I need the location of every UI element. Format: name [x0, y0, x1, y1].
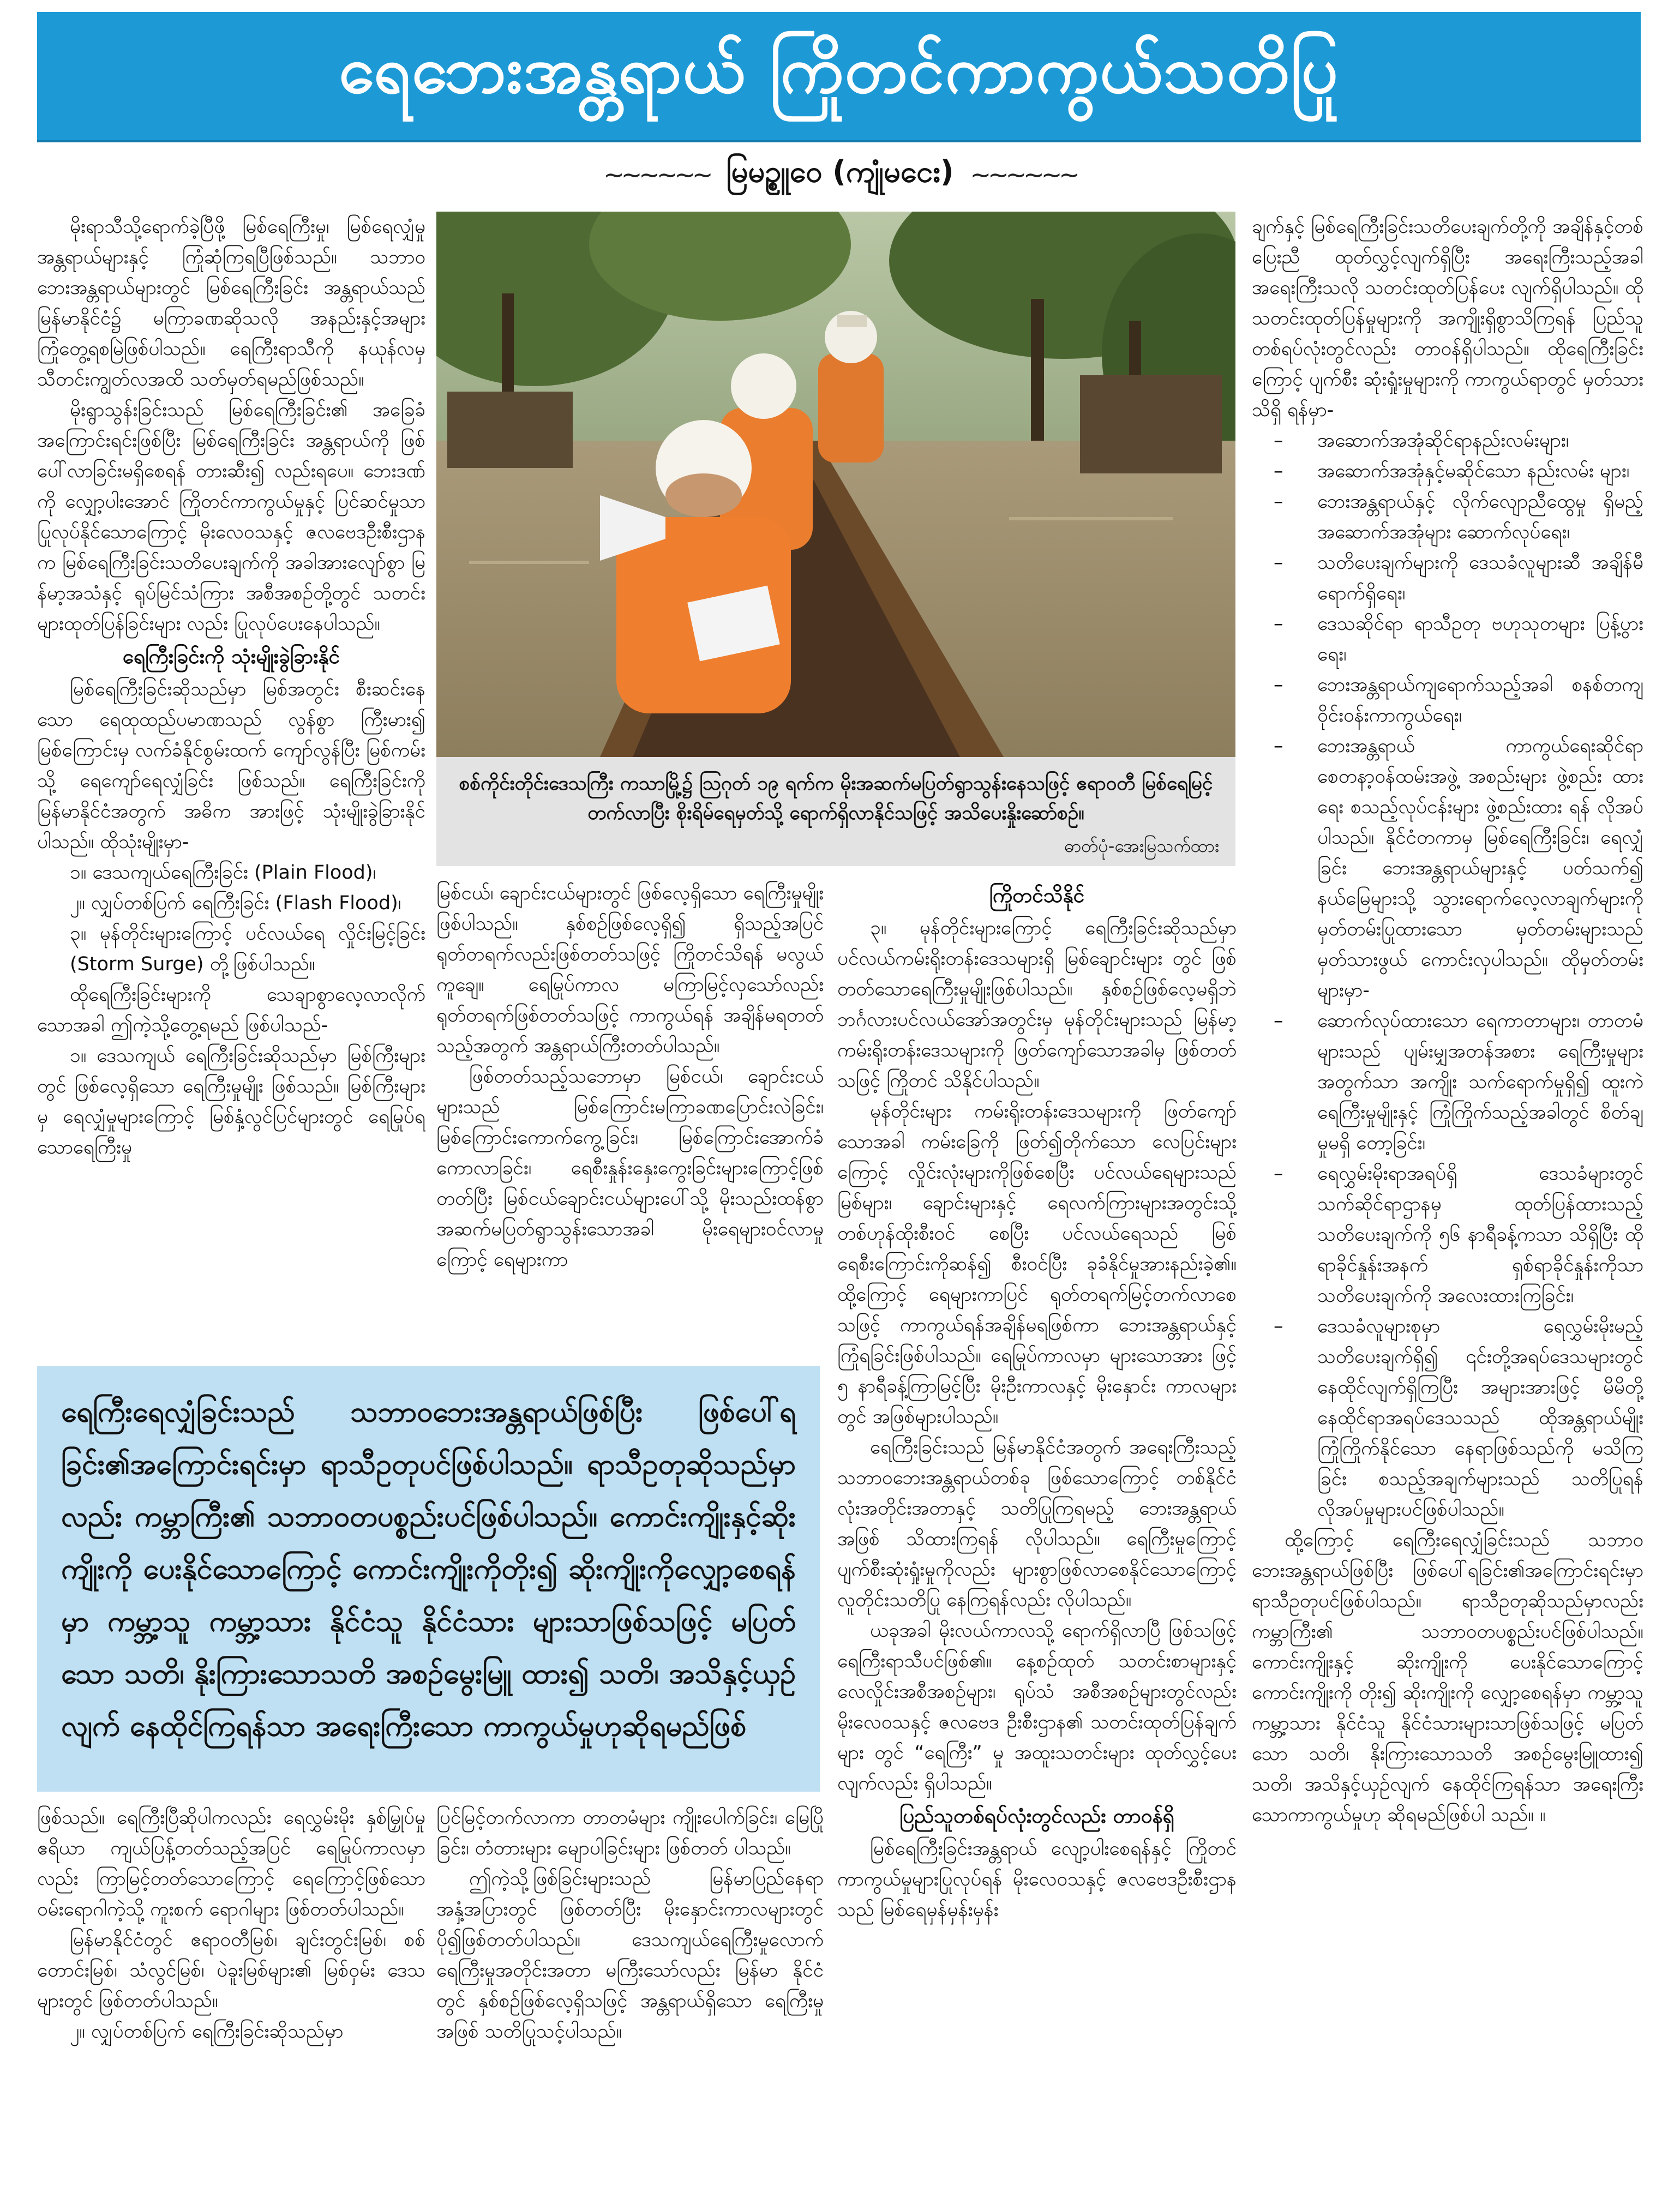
list-item: ၁။ ဒေသကျယ်ရေကြီးခြင်း (Plain Flood)၊ [70, 862, 376, 884]
column-2-bottom [436, 1803, 824, 2190]
list-item: – ဘေးအန္တရာယ်ကျရောက်သည့်အခါ စနစ်တကျ ဝိုင်းဝန်းကာကွယ်ရေး၊ [1252, 670, 1643, 731]
list-item: – ဒေသဆိုင်ရာ ရာသီဥတု ဗဟုသုတများ ပြန့်ပွားရေး၊ [1252, 609, 1643, 670]
column-2-middle [436, 878, 824, 1358]
list-item: – ဘေးအန္တရာယ် ကာကွယ်ရေးဆိုင်ရာ စေတနာ့ဝန်ထမ်းအဖွဲ့ အစည်းများ ဖွဲ့စည်း ထားရေး စသည့်လုပ်ငန်းများ ဖွဲ့စည်းထား ရန် လိုအပ်ပါသည်။ နိုင်ငံတကာမှ မြစ်ရေကြီးခြင်း၊ ရေလျှံခြင်း ဘေးအန္တရာယ်များနှင့် ပတ်သက်၍ နယ်မြေများသို့ သွားရောက်လေ့လာချက်များကို မှတ်တမ်းပြုထားသော မှတ်တမ်းများသည် မှတ်သားဖွယ် ကောင်းလှပါသည်။ ထိုမှတ်တမ်း များမှာ- [1252, 731, 1643, 1006]
flood-rescue-boat-photo [436, 212, 1235, 757]
bullet-list [1252, 1006, 1643, 1525]
list-item: – ဒေသခံလူများစုမှာ ရေလွှမ်းမိုးမည့် သတိပေးချက်ရှိ၍ ၎င်းတို့အရပ်ဒေသများတွင် နေထိုင်လျက်ရှိကြပြီး အများအားဖြင့် မိမိတို့နေထိုင်ရာအရပ်ဒေသသည် ထိုအန္တရာယ်မျိုး ကြုံကြိုက်နိုင်သော နေရာဖြစ်သည်ကို မသိကြခြင်း စသည့်အချက်များသည် သတိပြုရန် လိုအပ်မှုများပင်ဖြစ်ပါသည်။ [1252, 1311, 1643, 1525]
paragraph: မိုးရွာသွန်းခြင်းသည် မြစ်ရေကြီးခြင်း၏ အခြေခံအကြောင်းရင်းဖြစ်ပြီး မြစ်ရေကြီးခြင်း အန္တရာယ်ကို ဖြစ်ပေါ်လာခြင်းမရှိစေရန် တားဆီး၍ လည်းရပေ။ ဘေးဒဏ်ကို လျှော့ပါးအောင် ကြိုတင်ကာကွယ်မှုနှင့် ပြင်ဆင်မှုသာ ပြုလုပ်နိုင်သောကြောင့် မိုးလေဝသနှင့် ဇလဗေဒဦးစီးဌာနက မြစ်ရေကြီးခြင်းသတိပေးချက်ကို အခါအားလျော်စွာ မြန်မာ့အသံနှင့် ရုပ်မြင်သံကြား အစီအစဉ်တို့တွင် သတင်းများထုတ်ပြန်ခြင်းများ လည်း ပြုလုပ်ပေးနေပါသည်။ [37, 399, 425, 635]
paragraph: ထိုရေကြီးခြင်းများကို သေချာစွာလေ့လာလိုက် သောအခါ ဤကဲ့သို့တွေ့ရမည် ဖြစ်ပါသည်- [37, 984, 425, 1036]
pull-quote [37, 1366, 820, 1792]
paragraph: မြန်မာနိုင်ငံတွင် ဧရာဝတီမြစ်၊ ချင်းတွင်းမြစ်၊ စစ်တောင်းမြစ်၊ သံလွင်မြစ်၊ ပဲခူးမြစ်များ၏ မြစ်ဝှမ်း ဒေသများတွင် ဖြစ်တတ်ပါသည်။ [37, 1929, 425, 2012]
byline [545, 145, 1135, 205]
wave-ornament-right: ~~~~~~ [970, 160, 1077, 189]
list-item: – သတိပေးချက်များကို ဒေသခံလူများဆီ အချိန်မီရောက်ရှိရေး၊ [1252, 548, 1643, 609]
paragraph: မိုးရာသီသို့ရောက်ခဲ့ပြီဖို့ မြစ်ရေကြီးမှု၊ မြစ်ရေလျှံမှု အန္တရာယ်များနှင့် ကြုံဆုံကြရပြီဖြစ်သည်။ သဘာဝဘေးအန္တရာယ်များတွင် မြစ်ရေကြီးခြင်း အန္တရာယ်သည် မြန်မာနိုင်ငံ၌ မကြာခဏဆိုသလို အနည်းနှင့်အများ ကြုံတွေ့ရစမြဲဖြစ်ပါသည်။ ရေကြီးရာသီကို နယုန်လမှ သီတင်းကျွတ်လအထိ သတ်မှတ်ရမည်ဖြစ်သည်။ [37, 216, 425, 391]
photo-caption-box [436, 757, 1235, 866]
paragraph: ရေကြီးခြင်းသည် မြန်မာနိုင်ငံအတွက် အရေးကြီးသည့် သဘာဝဘေးအန္တရာယ်တစ်ခု ဖြစ်သောကြောင့် တစ်နိုင်ငံလုံးအတိုင်းအတာနှင့် သတိပြုကြရမည့် ဘေးအန္တရာယ်အဖြစ် သိထားကြရန် လိုပါသည်။ ရေကြီးမှုကြောင့် ပျက်စီးဆုံးရှုံးမှုကိုလည်း များစွာဖြစ်လာစေနိုင်သောကြောင့် လူတိုင်းသတိပြု နေကြရန်လည်း လိုပါသည်။ [837, 1437, 1237, 1611]
list-item: – ဘေးအန္တရာယ်နှင့် လိုက်လျောညီထွေမှု ရှိမည့် အဆောက်အအုံများ ဆောက်လုပ်ရေး၊ [1252, 487, 1643, 548]
section-heading: ပြည်သူတစ်ရပ်လုံးတွင်လည်း တာဝန်ရှိ [899, 1804, 1174, 1828]
article-title: ရေဘေးအန္တရာယ် ကြိုတင်ကာကွယ်သတိပြု [339, 32, 1339, 107]
bullet-list [1252, 425, 1643, 1006]
wave-ornament-left: ~~~~~~ [603, 160, 710, 189]
list-item: – အဆောက်အအုံဆိုင်ရာနည်းလမ်းများ၊ [1252, 425, 1643, 456]
photo-credit: ဓာတ်ပုံ-အေးမြသက်ထား [1064, 836, 1219, 856]
paragraph: ထို့ကြောင့် ရေကြီးရေလျှံခြင်းသည် သဘာဝဘေးအန္တရာယ်ဖြစ်ပြီး ဖြစ်ပေါ်ရခြင်း၏အကြောင်းရင်းမှာ ရာသီဥတုပင်ဖြစ်ပါသည်။ ရာသီဥတုဆိုသည်မှာလည်း ကမ္ဘာကြီး၏ သဘာဝတပစ္စည်းပင်ဖြစ်ပါသည်။ ကောင်းကျိုးနှင့် ဆိုးကျိုးကို ပေးနိုင်သောကြောင့် ကောင်းကျိုးကို တိုး၍ ဆိုးကျိုးကို လျှော့စေရန်မှာ ကမ္ဘာ့သူ ကမ္ဘာ့သား နိုင်ငံသူ နိုင်ငံသားများသာဖြစ်သဖြင့် မပြတ်သော သတိ၊ နိုးကြားသောသတိ အစဉ်မွေးမြူထား၍ သတိ၊ အသိနှင့်ယှဉ်လျက် နေထိုင်ကြရန်သာ အရေးကြီးသောကာကွယ်မှုဟု ဆိုရမည်ဖြစ်ပါ သည်။ ။ [1252, 1529, 1643, 1826]
title-banner [37, 12, 1641, 142]
paragraph: မြစ်ငယ်၊ ချောင်းငယ်များတွင် ဖြစ်လေ့ရှိသော ရေကြီးမှုမျိုးဖြစ်ပါသည်။ နှစ်စဉ်ဖြစ်လေ့ရှိ၍ ရှိသည့်အပြင် ရုတ်တရက်လည်းဖြစ်တတ်သဖြင့် ကြိုတင်သိရန် မလွယ်ကူချေ။ ရေမြုပ်ကာလ မကြာမြင့်လှသော်လည်း ရုတ်တရက်ဖြစ်တတ်သဖြင့် ကာကွယ်ရန် အချိန်မရတတ်သည့်အတွက် အန္တရာယ်ကြီးတတ်ပါသည်။ [436, 882, 824, 1057]
list-item: ၃။ မုန်တိုင်းများကြောင့် ပင်လယ်ရေ လှိုင်းမြင့်ခြင်း (Storm Surge) တို့ဖြစ်ပါသည်။ [70, 923, 425, 975]
paragraph: ဤကဲ့သို့ဖြစ်ခြင်းများသည် မြန်မာပြည်နေရာ အနှံ့အပြားတွင် ဖြစ်တတ်ပြီး မိုးနှောင်းကာလများတွင် ပို၍ဖြစ်တတ်ပါသည်။ ဒေသကျယ်ရေကြီးမှုလောက် ရေကြီးမှုအတိုင်းအတာ မကြီးသော်လည်း မြန်မာ နိုင်ငံတွင် နှစ်စဉ်ဖြစ်လေ့ရှိသဖြင့် အန္တရာယ်ရှိသော ရေကြီးမှုအဖြစ် သတိပြုသင့်ပါသည်။ [436, 1868, 824, 2043]
column-3-middle [837, 878, 1237, 2190]
paragraph: ဖြစ်တတ်သည့်သဘောမှာ မြစ်ငယ်၊ ချောင်းငယ်များသည် မြစ်ကြောင်းမကြာခဏပြောင်းလဲခြင်း၊ မြစ်ကြောင်းကောက်ကွေ့ခြင်း၊ မြစ်ကြောင်းအောက်ခံကောလာခြင်း၊ ရေစီးနှုန်းနှေးကွေးခြင်းများကြောင့်ဖြစ်တတ်ပြီး မြစ်ငယ်ချောင်းငယ်များပေါ်သို့ မိုးသည်းထန်စွာ အဆက်မပြတ်ရွာသွန်းသောအခါ မိုးရေများဝင်လာမှုကြောင့် ရေများကာ [436, 1066, 824, 1271]
paragraph: ယခုအခါ မိုးလယ်ကာလသို့ ရောက်ရှိလာပြီ ဖြစ်သဖြင့် ရေကြီးရာသီပင်ဖြစ်၏။ နေ့စဉ်ထုတ် သတင်းစာများနှင့် လေလှိုင်းအစီအစဉ်များ၊ ရုပ်သံ အစီအစဉ်များတွင်လည်း မိုးလေဝသနှင့် ဇလဗေဒ ဦးစီးဌာန၏ သတင်းထုတ်ပြန်ချက်များ တွင် “ရေကြီး” မှု အထူးသတင်းများ ထုတ်လွှင့်ပေး လျက်လည်း ရှိပါသည်။ [837, 1620, 1237, 1794]
column-1-bottom [37, 1803, 425, 2190]
author-name: မြမဥ္စူဝေ (ကျုံမငေး) [726, 154, 954, 189]
column-1-top [37, 212, 425, 1357]
list-item: – ရေလွှမ်းမိုးရာအရပ်ရှိ ဒေသခံများတွင် သက်ဆိုင်ရာဌာနမှ ထုတ်ပြန်ထားသည့် သတိပေးချက်ကို ၅၆ နာရီခန့်ကသာ သိရှိပြီး ထိုရာခိုင်နှုန်းအနက် ရှစ်ရာခိုင်နှုန်းကိုသာ သတိပေးချက်ကို အလေးထားကြခြင်း၊ [1252, 1158, 1643, 1311]
paragraph: ဖြစ်သည်။ ရေကြီးပြီဆိုပါကလည်း ရေလွှမ်းမိုး နှစ်မြှုပ်မှုဧရိယာ ကျယ်ပြန့်တတ်သည့်အပြင် ရေမြုပ်ကာလမှာလည်း ကြာမြင့်တတ်သောကြောင့် ရေကြောင့်ဖြစ်သော ဝမ်းရောဂါကဲ့သို့ ကူးစက် ရောဂါများ ဖြစ်တတ်ပါသည်။ [37, 1807, 425, 1920]
paragraph: ချက်နှင့် မြစ်ရေကြီးခြင်းသတိပေးချက်တို့ကို အချိန်နှင့်တစ်ပြေးညီ ထုတ်လွှင့်လျက်ရှိပြီး အရေးကြီးသည့်အခါ အရေးကြီးသလို သတင်းထုတ်ပြန်ပေး လျက်ရှိပါသည်။ ထိုသတင်းထုတ်ပြန်မှုများကို အကျိုးရှိစွာသိကြရန် ပြည်သူတစ်ရပ်လုံးတွင်လည်း တာဝန်ရှိပါသည်။ ထိုရေကြီးခြင်းကြောင့် ပျက်စီး ဆုံးရှုံးမှုများကို ကာကွယ်ရာတွင် မှတ်သားသိရှိ ရန်မှာ- [1252, 216, 1643, 421]
pull-quote-text: ရေကြီးရေလျှံခြင်းသည် သဘာဝဘေးအန္တရာယ်ဖြစ်ပြီး ဖြစ်ပေါ်ရခြင်း၏အကြောင်းရင်းမှာ ရာသီဥတုပင်ဖြစ်ပါသည်။ ရာသီဥတုဆိုသည်မှာလည်း ကမ္ဘာကြီး၏ သဘာဝတပစ္စည်းပင်ဖြစ်ပါသည်။ ကောင်းကျိုးနှင့်ဆိုးကျိုးကို ပေးနိုင်သောကြောင့် ကောင်းကျိုးကိုတိုး၍ ဆိုးကျိုးကိုလျှော့စေရန်မှာ ကမ္ဘာ့သူ ကမ္ဘာ့သား နိုင်ငံသူ နိုင်ငံသား များသာဖြစ်သဖြင့် မပြတ်သော သတိ၊ နိုးကြားသောသတိ အစဉ်မွေးမြူ ထား၍ သတိ၊ အသိနှင့်ယှဉ်လျက် နေထိုင်ကြရန်သာ အရေးကြီးသော ကာကွယ်မှုဟုဆိုရမည်ဖြစ် [61, 1396, 796, 1743]
paragraph: မြစ်ရေကြီးခြင်းအန္တရာယ် လျော့ပါးစေရန်နှင့် ကြိုတင်ကာကွယ်မှုများပြုလုပ်ရန် မိုးလေဝသနှင့် ဇလဗေဒဦးစီးဌာနသည် မြစ်ရေမှန်မှန်းမှန်း [837, 1838, 1237, 1921]
list-item: – အဆောက်အအုံနှင့်မဆိုင်သော နည်းလမ်း များ၊ [1252, 456, 1643, 487]
section-heading: ရေကြီးခြင်းကို သုံးမျိုးခွဲခြားနိုင် [122, 645, 340, 668]
paragraph: ၃။ မုန်တိုင်းများကြောင့် ရေကြီးခြင်းဆိုသည်မှာ ပင်လယ်ကမ်းရိုးတန်းဒေသများရှိ မြစ်ချောင်းများ တွင် ဖြစ်တတ်သောရေကြီးမှုမျိုးဖြစ်ပါသည်။ နှစ်စဉ်ဖြစ်လေ့မရှိဘဲ ဘင်္ဂလားပင်လယ်အော်အတွင်းမှ မုန်တိုင်းများသည် မြန်မာ့ကမ်းရိုးတန်းဒေသများကို ဖြတ်ကျော်သောအခါမှ ဖြစ်တတ်သဖြင့် ကြိုတင် သိနိုင်ပါသည်။ [837, 917, 1237, 1092]
column-4 [1252, 212, 1643, 2189]
paragraph: ပြင်မြင့်တက်လာကာ တာတမံများ ကျိုးပေါက်ခြင်း၊ မြေပြိုခြင်း၊ တံတားများ မျောပါခြင်းများ ဖြစ်တတ် ပါသည်။ [436, 1807, 824, 1859]
news-photo [436, 212, 1235, 757]
list-item: – ဆောက်လုပ်ထားသော ရေကာတာများ၊ တာတမံများသည် ပျမ်းမျှအတန်အစား ရေကြီးမှုများအတွက်သာ အကျိုး သက်ရောက်မှုရှိ၍ ထူးကဲရေကြီးမှုမျိုးနှင့် ကြုံကြိုက်သည့်အခါတွင် စိတ်ချမှုမရှိ တော့ခြင်း၊ [1252, 1006, 1643, 1158]
section-heading: ကြိုတင်သိနိုင် [989, 884, 1085, 907]
paragraph: မုန်တိုင်းများ ကမ်းရိုးတန်းဒေသများကို ဖြတ်ကျော်သောအခါ ကမ်းခြေကို ဖြတ်၍တိုက်သော လေပြင်းများကြောင့် လှိုင်းလုံးများကိုဖြစ်စေပြီး ပင်လယ်ရေများသည် မြစ်များ၊ ချောင်းများနှင့် ရေလက်ကြားများအတွင်းသို့ တစ်ဟုန်ထိုးစီးဝင် စေပြီး ပင်လယ်ရေသည် မြစ်ရေစီးကြောင်းကိုဆန်၍ စီးဝင်ပြီး ခုခံနိုင်မှုအားနည်းခဲ့၏။ ထို့ကြောင့် ရေများကာပြင် ရုတ်တရက်မြင့်တက်လာစေသဖြင့် ကာကွယ်ရန်အချိန်မရဖြစ်ကာ ဘေးအန္တရာယ်နှင့် ကြုံရခြင်းဖြစ်ပါသည်။ ရေမြုပ်ကာလမှာ များသောအား ဖြင့် ၅ နာရီခန့်ကြာမြင့်ပြီး မိုးဦးကာလနှင့် မိုးနှောင်း ကာလများတွင် အဖြစ်များပါသည်။ [837, 1101, 1237, 1428]
paragraph: မြစ်ရေကြီးခြင်းဆိုသည်မှာ မြစ်အတွင်း စီးဆင်းနေသော ရေထုထည်ပမာဏသည် လွန်စွာ ကြီးမား၍ မြစ်ကြောင်းမှ လက်ခံနိုင်စွမ်းထက် ကျော်လွန်ပြီး မြစ်ကမ်းသို့ ရေကျော်ရေလျှံခြင်း ဖြစ်သည်။ ရေကြီးခြင်းကို မြန်မာနိုင်ငံအတွက် အဓိက အားဖြင့် သုံးမျိုးခွဲခြားနိုင်ပါသည်။ ထိုသုံးမျိုးမှာ- [37, 678, 425, 853]
paragraph: ၁။ ဒေသကျယ် ရေကြီးခြင်းဆိုသည်မှာ မြစ်ကြီးများတွင် ဖြစ်လေ့ရှိသော ရေကြီးမှုမျိုး ဖြစ်သည်။ မြစ်ကြီးများမှ ရေလျှံမှုများကြောင့် မြစ်နှံ့လွင်ပြင်များတွင် ရေမြုပ်ရသောရေကြီးမှု [37, 1045, 425, 1158]
paragraph: ၂။ လျှပ်တစ်ပြက် ရေကြီးခြင်းဆိုသည်မှာ [70, 2021, 344, 2043]
photo-caption: စစ်ကိုင်းတိုင်းဒေသကြီး ကသာမြို့၌ ဩဂုတ် ၁၉ ရက်က မိုးအဆက်မပြတ်ရွာသွန်းနေသဖြင့် ဧရာဝတီ မြစ်ရေမြင့်တက်လာပြီး စိုးရိမ်ရေမှတ်သို့ ရောက်ရှိလာနိုင်သဖြင့် အသိပေးနှိုးဆော်စဉ်။ [459, 773, 1213, 824]
list-item: ၂။ လျှပ်တစ်ပြက် ရေကြီးခြင်း (Flash Flood)၊ [70, 892, 401, 914]
